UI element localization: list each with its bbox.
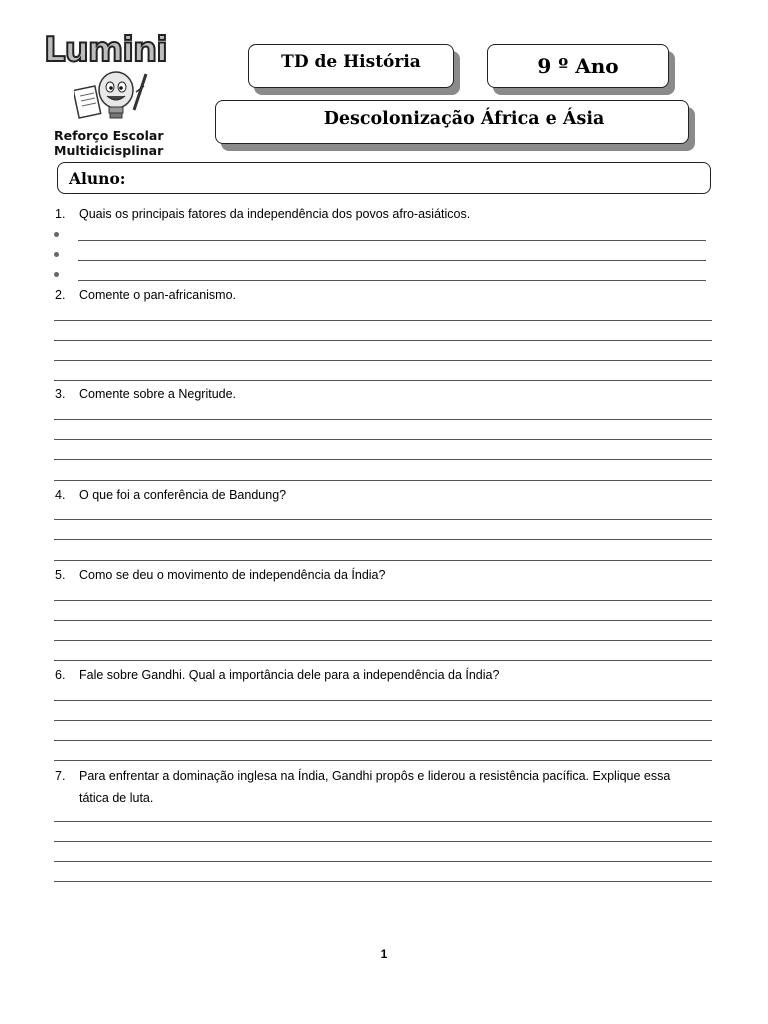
answer-line[interactable] [54, 640, 712, 641]
subject-box [248, 44, 454, 88]
logo-tagline-1: Reforço Escolar [54, 128, 164, 143]
student-label: Aluno: [69, 168, 126, 188]
answer-line[interactable] [54, 340, 712, 341]
answer-line[interactable] [54, 480, 712, 481]
answer-line[interactable] [54, 720, 712, 721]
question-text: Comente o pan-africanismo. [79, 288, 237, 302]
bullet-icon [54, 272, 59, 277]
logo-tagline-2: Multidicisplinar [54, 143, 164, 158]
answer-line[interactable] [54, 459, 712, 460]
bullet-icon [54, 252, 59, 257]
answer-line[interactable] [54, 760, 712, 761]
answer-line[interactable] [54, 560, 712, 561]
bullet-icon [54, 232, 59, 237]
answer-line[interactable] [54, 320, 712, 321]
question-text: Quais os principais fatores da independência dos povos afro-asiáticos. [79, 207, 471, 221]
answer-line[interactable] [54, 881, 712, 882]
answer-line[interactable] [54, 419, 712, 420]
answer-line[interactable] [54, 439, 712, 440]
lightbulb-mascot-icon [74, 66, 154, 134]
question-text-line-2: tática de luta. [79, 791, 154, 805]
question-text: Fale sobre Gandhi. Qual a importância dele para a independência da Índia? [79, 668, 500, 682]
topic-box [215, 100, 689, 144]
answer-line[interactable] [78, 260, 706, 261]
answer-line[interactable] [54, 821, 712, 822]
question-text-line-1: Para enfrentar a dominação inglesa na Índia, Gandhi propôs e liderou a resistência pacífica. Explique essa [79, 769, 671, 783]
answer-line[interactable] [78, 280, 706, 281]
grade-title: 9 º Ano [537, 54, 619, 78]
answer-line[interactable] [54, 600, 712, 601]
answer-line[interactable] [54, 841, 712, 842]
answer-line[interactable] [54, 740, 712, 741]
answer-line[interactable] [54, 660, 712, 661]
answer-line[interactable] [54, 360, 712, 361]
answer-line[interactable] [54, 620, 712, 621]
question-number: 4. [55, 488, 66, 502]
question-number: 1. [55, 207, 66, 221]
answer-line[interactable] [54, 539, 712, 540]
answer-line[interactable] [54, 380, 712, 381]
answer-line[interactable] [54, 519, 712, 520]
answer-line[interactable] [78, 240, 706, 241]
logo-wordmark: Lumini [44, 30, 167, 70]
question-text: Como se deu o movimento de independência da Índia? [79, 568, 386, 582]
subject-title: TD de História [281, 52, 421, 72]
question-number: 5. [55, 568, 66, 582]
page-number: 1 [380, 947, 388, 961]
question-number: 7. [55, 769, 66, 783]
answer-line[interactable] [54, 861, 712, 862]
question-text: Comente sobre a Negritude. [79, 387, 237, 401]
grade-box [487, 44, 669, 88]
question-number: 2. [55, 288, 66, 302]
question-text: O que foi a conferência de Bandung? [79, 488, 287, 502]
question-number: 3. [55, 387, 66, 401]
answer-line[interactable] [54, 700, 712, 701]
lumini-logo [40, 30, 180, 160]
question-number: 6. [55, 668, 66, 682]
student-name-field[interactable] [57, 162, 711, 194]
topic-title: Descolonização África e Ásia [323, 109, 605, 129]
